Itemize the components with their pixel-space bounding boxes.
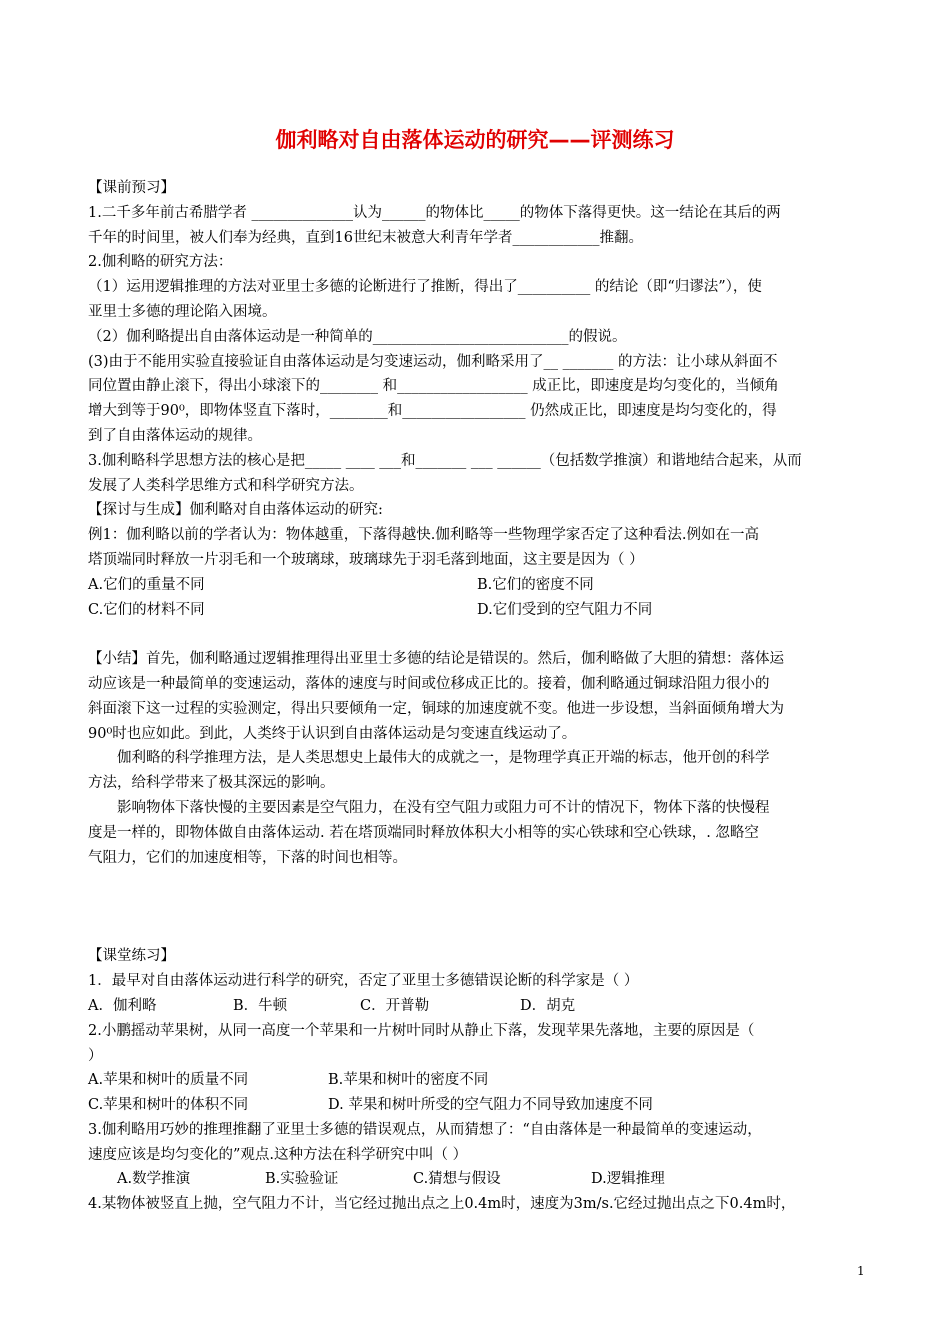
option-a: A.它们的重量不同	[88, 576, 205, 593]
q3-options	[88, 1167, 866, 1192]
question-4: 4.某物体被竖直上抛，空气阻力不计，当它经过抛出点之上0.4m时，速度为3m/s.它经过抛出点之下0.4m时，	[88, 1196, 796, 1213]
question-1: 1．最早对自由落体运动进行科学的研究，否定了亚里士多德错误论断的科学家是（ ）	[88, 973, 639, 990]
summary-line: 90⁰时也应如此。到此，人类终于认识到自由落体运动是匀变速直线运动了。	[88, 725, 577, 742]
summary-line: 斜面滚下这一过程的实验测定，得出只要倾角一定，铜球的加速度就不变。他进一步设想，当斜面倾角增大为	[88, 700, 784, 717]
summary-line: 动应该是一种最简单的变速运动，落体的速度与时间或位移成正比的。接着，伽利略通过铜球沿阻力很小的	[88, 675, 770, 692]
summary-para3-line: 气阻力，它们的加速度相等，下落的时间也相等。	[88, 849, 407, 866]
q1-option-d: D．胡克	[520, 997, 576, 1014]
preview-line: 3.伽利略科学思想方法的核心是把_____ ____ ___和_______ ___ ______（包括数学推演）和谐地结合起来，从而	[88, 452, 802, 469]
q3-option-a: A.数学推演	[117, 1171, 191, 1188]
question-3: 速度应该是均匀变化的”观点.这种方法在科学研究中叫（ ）	[88, 1146, 468, 1163]
example-line: 塔顶端同时释放一片羽毛和一个玻璃球，玻璃球先于羽毛落到地面，这主要是因为（ ）	[88, 551, 644, 568]
question-3: 3.伽利略用巧妙的推理推翻了亚里士多德的错误观点，从而猜想了：“自由落体是一种最简单的变速运动，	[88, 1121, 762, 1138]
summary-para3-line: 影响物体下落快慢的主要因素是空气阻力，在没有空气阻力或阻力可不计的情况下，物体下落的快慢程	[117, 799, 770, 816]
summary-para2-line: 方法，给科学带来了极其深远的影响。	[88, 775, 335, 792]
preview-heading: 【课前预习】	[88, 180, 175, 196]
explore-heading: 【探讨与生成】伽利略对自由落体运动的研究:	[88, 502, 383, 519]
q1-option-c: C．开普勒	[360, 997, 430, 1014]
q3-option-c: C.猜想与假设	[413, 1171, 501, 1188]
page-number: 1	[857, 1264, 865, 1278]
q1-options	[88, 994, 866, 1019]
q3-option-d: D.逻辑推理	[591, 1171, 665, 1188]
example-options-row	[88, 573, 866, 598]
preview-line: （2）伽利略提出自由落体运动是一种简单的___________________________的假说。	[88, 328, 627, 345]
preview-line: (3)由于不能用实验直接验证自由落体运动是匀变速运动，伽利略采用了__ _______ 的方法：让小球从斜面不	[88, 353, 778, 370]
preview-line: 2.伽利略的研究方法：	[88, 254, 233, 271]
q1-option-a: A．伽利略	[88, 997, 157, 1014]
q3-option-b: B.实验验证	[265, 1171, 339, 1188]
summary-line: 【小结】首先，伽利略通过逻辑推理得出亚里士多德的结论是错误的。然后，伽利略做了大胆的猜想：落体运	[88, 651, 784, 668]
q2-option-d: D. 苹果和树叶所受的空气阻力不同导致加速度不同	[328, 1097, 653, 1114]
preview-line: 到了自由落体运动的规律。	[88, 427, 262, 444]
class-heading: 【课堂练习】	[88, 948, 175, 965]
q2-options-row	[88, 1068, 866, 1093]
q2-option-c: C.苹果和树叶的体积不同	[88, 1097, 249, 1114]
example-line: 例1：伽利略以前的学者认为：物体越重，下落得越快.伽利略等一些物理学家否定了这种看法.例如在一高	[88, 527, 759, 544]
option-b: B.它们的密度不同	[477, 576, 594, 593]
option-c: C.它们的材料不同	[88, 601, 205, 618]
question-2: ）	[88, 1047, 103, 1064]
page-title: 伽利略对自由落体运动的研究——评测练习	[275, 128, 675, 152]
preview-line: 发展了人类科学思维方式和科学研究方法。	[88, 477, 364, 494]
preview-line: 增大到等于90⁰，即物体竖直下落时，________和_________________ 仍然成正比，即速度是均匀变化的，得	[88, 403, 777, 420]
summary-para2-line: 伽利略的科学推理方法，是人类思想史上最伟大的成就之一，是物理学真正开端的标志，他开创的科学	[117, 750, 770, 767]
preview-line: 亚里士多德的理论陷入困境。	[88, 303, 277, 320]
summary-para3-line: 度是一样的，即物体做自由落体运动. 若在塔顶端同时释放体积大小相等的实心铁球和空心铁球，. 忽略空	[88, 824, 759, 841]
q2-option-a: A.苹果和树叶的质量不同	[88, 1072, 249, 1089]
preview-line: 1.二千多年前古希腊学者 ______________认为______的物体比_____的物体下落得更快。这一结论在其后的两	[88, 204, 781, 221]
option-d: D.它们受到的空气阻力不同	[477, 601, 653, 618]
preview-line: 同位置由静止滚下，得出小球滚下的________ 和__________________ 成正比，即速度是均匀变化的，当倾角	[88, 378, 779, 395]
q1-option-b: B．牛顿	[233, 997, 288, 1014]
document-body	[88, 176, 866, 1217]
preview-line: 千年的时间里，被人们奉为经典，直到16世纪末被意大利青年学者____________推翻。	[88, 229, 643, 246]
q2-option-b: B.苹果和树叶的密度不同	[328, 1072, 489, 1089]
q2-options-row	[88, 1093, 866, 1118]
example-options-row	[88, 598, 866, 623]
question-2: 2.小鹏摇动苹果树，从同一高度一个苹果和一片树叶同时从静止下落，发现苹果先落地，主要的原因是（	[88, 1022, 755, 1039]
preview-line: （1）运用逻辑推理的方法对亚里士多德的论断进行了推断，得出了__________ 的结论（即“归谬法”），使	[88, 279, 762, 296]
